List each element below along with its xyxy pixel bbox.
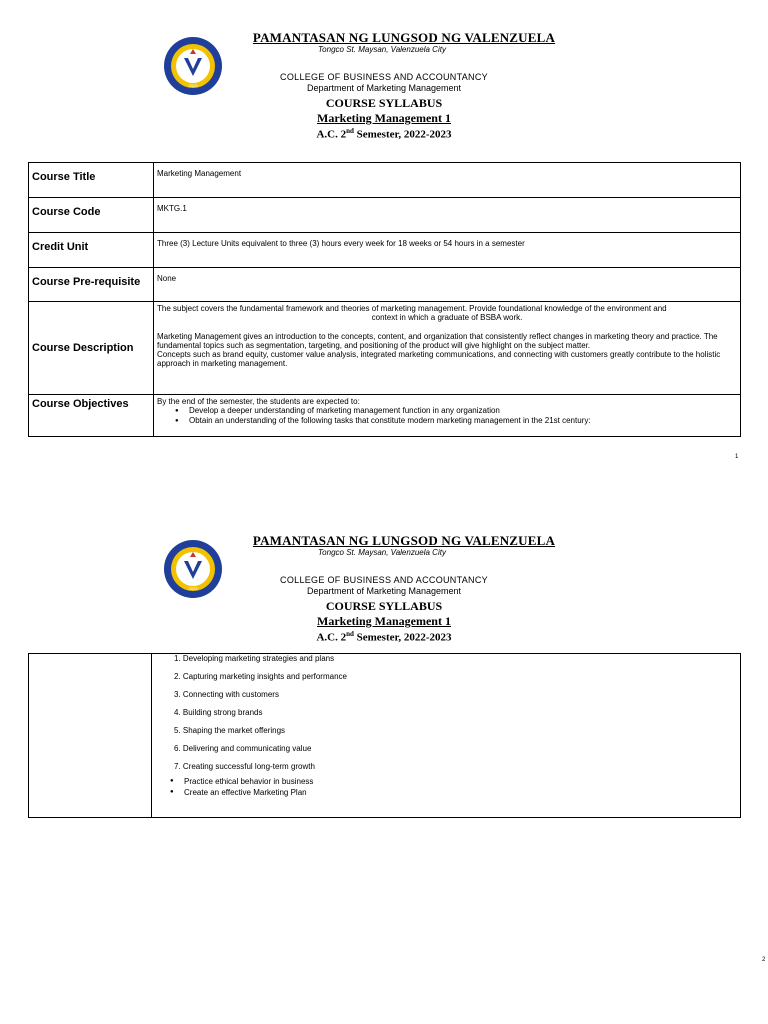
college-name: COLLEGE OF BUSINESS AND ACCOUNTANCY [280,575,488,585]
row-label: Course Pre-requisite [29,268,154,302]
row-label: Credit Unit [29,233,154,268]
row-value: MKTG.1 [154,198,741,233]
table-row [29,233,741,268]
row-label: Course Description [29,302,154,395]
list-item: 7. Creating successful long-term growth [174,762,315,771]
document-title: COURSE SYLLABUS [325,599,443,613]
academic-calendar: A.C. 2nd Semester, 2022-2023 [316,630,452,644]
college-name: COLLEGE OF BUSINESS AND ACCOUNTANCY [280,72,488,82]
table-row [29,395,741,437]
table-row [29,163,741,198]
list-item: 1. Developing marketing strategies and plans [174,654,335,663]
course-description-text: The subject covers the fundamental framework and theories of marketing management. Provide foundational knowledge of the environment and context in which a graduate of BSBA work. Marketing Management gives an introduction to the concepts, content, and organization that consistently reflect changes in marketing theory and practice. The fundamental topics such as segmentation, targeting, and positioning of the product will give highlight on the subject matter. Concepts such as brand equity, customer value analysis, integrated marketing communications, and connecting with customers greatly contribute to the holistic approach in marketing management. [154,302,741,395]
list-item: 6. Delivering and communicating value [174,744,312,753]
university-address: Tongco St. Maysan, Valenzuela City [318,548,446,557]
row-label: Course Title [29,163,154,198]
syllabus-info-table [28,162,741,437]
university-address: Tongco St. Maysan, Valenzuela City [318,45,446,54]
list-item: ● Practice ethical behavior in business [184,776,740,787]
svg-text:2023: 2023 [188,586,198,591]
marketing-tasks-list [152,654,740,776]
department-name: Department of Marketing Management [306,83,462,93]
table-row [29,268,741,302]
page-number: 2 [762,957,766,963]
university-name: PAMANTASAN NG LUNGSOD NG VALENZUELA [252,533,556,548]
list-item: ● Develop a deeper understanding of marketing management function in any organization [189,406,737,416]
course-name: Marketing Management 1 [317,614,451,628]
row-value: Marketing Management [154,163,741,198]
course-objectives-text: By the end of the semester, the students are expected to: ● Develop a deeper understanding of marketing management function in any organization ● Obtain an understanding of the following tasks that constitute modern marketing management in the 21st century: [154,395,741,437]
list-item: 3. Connecting with customers [174,690,279,699]
table-row [29,198,741,233]
list-item: ● Create an effective Marketing Plan [184,787,740,798]
list-item: 4. Building strong brands [174,708,263,717]
list-item: 5. Shaping the market offerings [174,726,286,735]
list-item: 2. Capturing marketing insights and performance [174,672,347,681]
course-name: Marketing Management 1 [317,111,451,125]
objectives-continuation-table [28,653,741,818]
academic-calendar: A.C. 2nd Semester, 2022-2023 [316,127,452,141]
row-value: Three (3) Lecture Units equivalent to three (3) hours every week for 18 weeks or 54 hours in a semester [154,233,741,268]
list-item: ● Obtain an understanding of the following tasks that constitute modern marketing management in the 21st century: [189,416,737,426]
page-number: 1 [735,454,739,460]
university-name: PAMANTASAN NG LUNGSOD NG VALENZUELA [252,30,556,45]
syllabus-page-1 [0,0,768,503]
objectives-bullets [152,776,740,798]
syllabus-page-2 [0,503,768,1006]
row-value: None [154,268,741,302]
table-row [29,302,741,395]
row-label: Course Code [29,198,154,233]
department-name: Department of Marketing Management [306,586,462,596]
svg-text:2023: 2023 [188,83,198,88]
document-title: COURSE SYLLABUS [325,96,443,110]
row-label: Course Objectives [29,395,154,437]
